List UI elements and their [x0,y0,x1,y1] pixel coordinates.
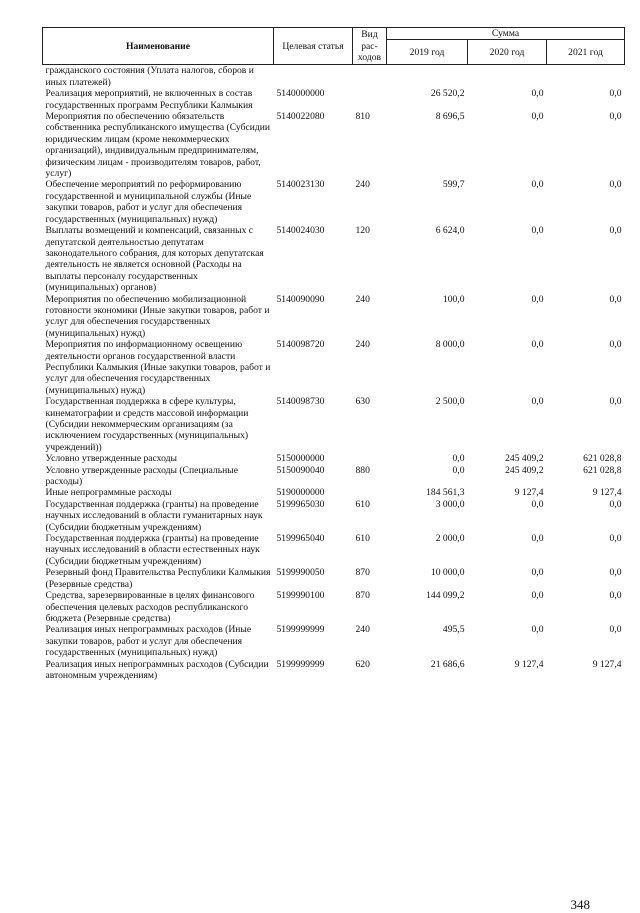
row-2019: 599,7 [442,179,465,191]
row-2019: 184 561,3 [426,487,465,499]
row-2020: 9 127,4 [514,658,544,670]
table-row [43,533,625,567]
row-2021: 621 028,8 [583,453,622,465]
row-2020: 245 409,2 [505,453,544,465]
row-vid: 880 [355,464,370,476]
row-2019: 21 686,6 [430,658,465,670]
row-2020 [468,65,547,88]
row-2019: 6 624,0 [435,225,465,237]
row-vid [353,65,387,88]
table-row [43,396,625,453]
row-code: 5199999999 [276,658,325,670]
row-2021: 621 028,8 [583,464,622,476]
row-2021: 0,0 [609,396,622,408]
row-2019: 8 000,0 [435,339,465,351]
row-vid: 240 [355,624,370,636]
table-row [43,465,625,488]
row-code: 5140023130 [276,179,325,191]
row-code: 5150090040 [276,464,325,476]
row-vid: 240 [355,293,370,305]
row-vid: 240 [355,339,370,351]
header-2019: 2019 год [387,40,468,65]
row-2019: 495,5 [442,624,465,636]
table-row [43,225,625,293]
document-page [42,27,624,912]
row-2020: 9 127,4 [514,487,544,499]
table-header [43,28,625,65]
row-2019: 10 000,0 [430,567,465,579]
row-vid [353,487,387,498]
row-2021: 0,0 [609,339,622,351]
row-code: 5190000000 [276,487,325,499]
row-name: Реализация мероприятий, не включенных в состав государственных программ Республики Калмыкия [45,88,253,111]
row-2019 [387,65,468,88]
row-2021: 0,0 [609,624,622,636]
row-2021: 0,0 [609,498,622,510]
row-name: Реализация иных непрограммных расходов (Субсидии автономным учреждениям) [45,658,269,681]
row-code: 5140098730 [276,396,325,408]
row-name: Реализация иных непрограммных расходов (Иные закупки товаров, работ и услуг для обеспечения государственных (муниципальных) нужд) [45,624,252,659]
row-name: Выплаты возмещений и компенсаций, связанных с депутатской деятельностью депутатам законодательного собрания, для которых депутатская деятельность не является основной (Расходы на выплаты персоналу государственных (муниципальных) органов) [45,225,264,294]
row-vid: 620 [355,658,370,670]
row-code: 5199990100 [276,590,325,602]
row-vid: 240 [355,179,370,191]
row-name: Условно утвержденные расходы (Специальные расходы) [45,464,238,488]
budget-table [42,27,625,681]
row-code: 5140000000 [276,88,325,100]
row-vid: 870 [355,590,370,602]
row-2021 [547,65,625,88]
row-2019: 144 099,2 [426,590,465,602]
table-row [43,111,625,179]
row-vid: 610 [355,498,370,510]
table-row [43,453,625,464]
row-name: Государственная поддержка (гранты) на проведение научных исследований в области естественных наук (Субсидии бюджетным учреждениям) [45,533,260,567]
header-name: Наименование [43,28,274,65]
row-code: 5199999999 [276,624,325,636]
row-2020: 0,0 [531,498,544,510]
table-row [43,624,625,658]
row-name: Мероприятия по обеспечению обязательств собственника республиканского имущества (Субсидии юридическим лицам (кроме некоммерческих организаций), индивидуальным предпринимателям, физическим лицам - производителям товаров, работ, услуг) [45,111,270,180]
row-2020: 0,0 [531,179,544,191]
row-2019: 3 000,0 [435,498,465,510]
table-row [43,499,625,533]
row-2020: 0,0 [531,88,544,100]
row-vid: 610 [355,533,370,545]
row-name: Условно утвержденные расходы [45,453,177,465]
row-2021: 9 127,4 [592,658,622,670]
row-2019: 100,0 [442,293,465,305]
row-2020: 245 409,2 [505,464,544,476]
row-name: Государственная поддержка в сфере культуры, кинематографии и средств массовой информации (Субсидии некоммерческим организациям (за исключением государственных (муниципальных) учреждений)) [45,396,249,453]
row-2020: 0,0 [531,396,544,408]
row-2020: 0,0 [531,533,544,545]
row-code: 5199965030 [276,498,325,510]
row-2021: 0,0 [609,293,622,305]
header-2021: 2021 год [547,40,625,65]
row-2019: 2 500,0 [435,396,465,408]
row-2021: 0,0 [609,533,622,545]
table-body [43,65,625,681]
header-2020: 2020 год [468,40,547,65]
row-2021: 0,0 [609,179,622,191]
row-2020: 0,0 [531,225,544,237]
row-vid: 630 [355,396,370,408]
table-row [43,179,625,225]
row-2021: 9 127,4 [592,487,622,499]
row-2020: 0,0 [531,339,544,351]
row-2019: 26 520,2 [430,88,465,100]
row-2019: 0,0 [452,453,465,465]
row-vid [353,453,387,464]
row-name: гражданского состояния (Уплата налогов, сборов и иных платежей) [45,65,254,88]
row-name: Мероприятия по информационному освещению деятельности органов государственной власти Республики Калмыкия (Иные закупки товаров, работ и услуг для обеспечения государственных (муниципальных) нужд) [45,339,271,396]
row-name: Мероприятия по обеспечению мобилизационной готовности экономики (Иные закупки товаров, работ и услуг для обеспечения государственных (муниципальных) нужд) [45,293,270,339]
row-2021: 0,0 [609,88,622,100]
row-2021: 0,0 [609,590,622,602]
row-2019: 8 696,5 [435,111,465,123]
table-row [43,294,625,340]
header-code: Целевая статья [274,28,353,65]
table-row [43,88,625,111]
table-row [43,567,625,590]
row-2020: 0,0 [531,293,544,305]
table-row [43,659,625,682]
row-code [274,65,353,88]
row-2020: 0,0 [531,111,544,123]
row-code: 5140090090 [276,293,325,305]
row-code: 5150000000 [276,453,325,465]
row-vid: 810 [355,111,370,123]
header-vid: Вид рас-ходов [353,28,387,65]
table-row [43,65,625,88]
row-2021: 0,0 [609,225,622,237]
header-sum: Сумма [387,28,625,40]
row-code: 5199965040 [276,533,325,545]
row-2021: 0,0 [609,111,622,123]
table-row [43,590,625,624]
row-vid [353,88,387,111]
row-2020: 0,0 [531,624,544,636]
row-2019: 0,0 [452,464,465,476]
row-2020: 0,0 [531,590,544,602]
row-name: Резервный фонд Правительства Республики Калмыкия (Резервные средства) [45,567,271,590]
row-code: 5199990050 [276,567,325,579]
row-name: Иные непрограммные расходы [45,487,172,499]
table-row [43,487,625,498]
row-code: 5140024030 [276,225,325,237]
row-code: 5140098720 [276,339,325,351]
row-code: 5140022080 [276,111,325,123]
row-2021: 0,0 [609,567,622,579]
row-vid: 870 [355,567,370,579]
row-2020: 0,0 [531,567,544,579]
table-row [43,339,625,396]
row-name: Обеспечение мероприятий по реформированию государственной и муниципальной службы (Иные закупки товаров, работ и услуг для обеспечения государственных (муниципальных) нужд) [45,179,252,225]
row-name: Государственная поддержка (гранты) на проведение научных исследований в области гуманитарных наук (Субсидии бюджетным учреждениям) [45,498,263,533]
page-number: 348 [570,897,590,912]
row-vid: 120 [355,225,370,237]
row-name: Средства, зарезервированные в целях финансового обеспечения целевых расходов республиканского бюджета (Резервные средства) [45,590,255,624]
row-2019: 2 000,0 [435,533,465,545]
